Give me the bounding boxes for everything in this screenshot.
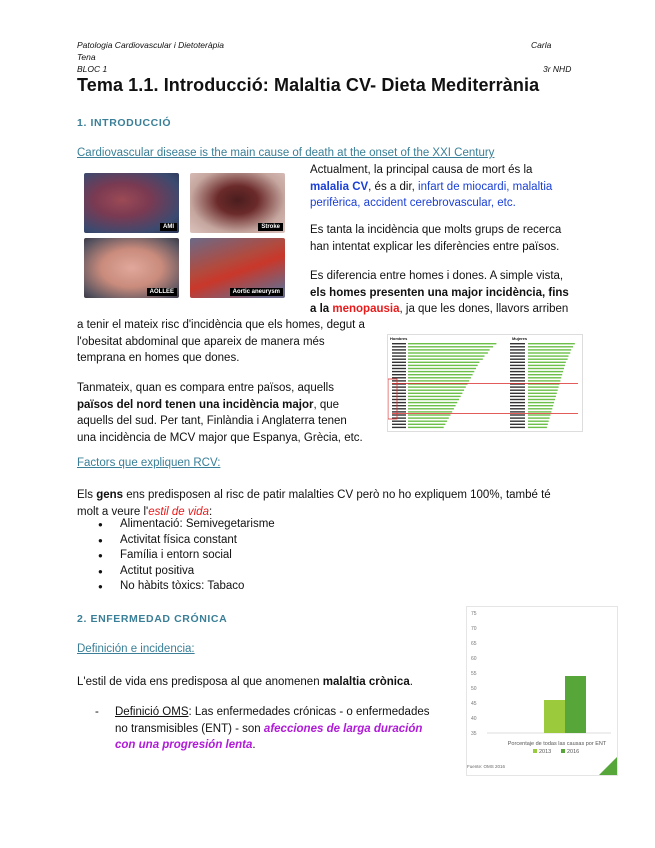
y-tick-label: 75 (471, 611, 477, 617)
country-label-women (510, 408, 525, 409)
country-bar-women (528, 371, 563, 372)
country-bar-women (528, 343, 575, 344)
y-tick-label: 45 (471, 701, 477, 707)
bar-2013 (544, 700, 565, 733)
list-item: ● No hàbits tòxics: Tabaco (81, 579, 481, 595)
country-bar-men (408, 402, 457, 403)
country-label-women (510, 421, 525, 422)
country-bar-women (528, 349, 571, 350)
country-label-women (510, 371, 525, 372)
country-label-women (510, 359, 525, 360)
paragraph-cause-of-death: Actualment, la principal causa de mort és la malalia CV, és a dir, infart de miocardi, malaltia perifèrica, accident cerebrovascular, etc. (310, 164, 553, 209)
country-bar-women (528, 362, 566, 363)
section2-link[interactable]: Definición e incidencia: (77, 643, 195, 655)
country-bar-women (528, 355, 569, 356)
country-bar-women (528, 417, 550, 418)
country-bar-men (408, 368, 476, 369)
section1-link[interactable]: Cardiovascular disease is the main cause of death at the onset of the XXI Century (77, 147, 495, 159)
country-label-women (510, 343, 525, 344)
country-bar-men (408, 355, 485, 356)
country-bar-women (528, 352, 570, 353)
country-label-women (510, 352, 525, 353)
country-bar-women (528, 402, 554, 403)
country-label-men (392, 368, 406, 369)
country-label-men (392, 390, 406, 391)
country-bar-men (408, 377, 471, 378)
country-label-women (510, 380, 525, 381)
country-bar-women (528, 421, 549, 422)
country-label-men (392, 405, 406, 406)
country-label-men (392, 346, 406, 347)
header-author-first: Carla (531, 40, 552, 50)
country-label-women (510, 368, 525, 369)
country-bar-men (408, 390, 464, 391)
photo-aollee-label: AOLLEE (147, 288, 177, 296)
country-bar-men (408, 399, 459, 400)
country-bar-women (528, 396, 556, 397)
legend-label: 2013 (539, 749, 552, 755)
country-bar-men (408, 424, 445, 425)
photo-stroke-label: Stroke (258, 223, 283, 231)
country-label-men (392, 380, 406, 381)
photo-stroke (190, 173, 285, 233)
country-bar-women (528, 390, 558, 391)
country-bar-women (528, 393, 557, 394)
factors-list (81, 517, 481, 595)
country-mortality-chart (387, 334, 583, 432)
country-label-women (510, 355, 525, 356)
country-label-men (392, 343, 406, 344)
country-label-women (510, 386, 525, 387)
country-label-men (392, 349, 406, 350)
list-item: ● Activitat física constant (81, 533, 481, 549)
country-label-women (510, 402, 525, 403)
country-bar-men (408, 371, 474, 372)
country-label-men (392, 352, 406, 353)
country-label-men (392, 365, 406, 366)
country-bar-men (408, 374, 473, 375)
country-bar-men (408, 343, 496, 344)
country-bar-women (528, 424, 548, 425)
country-label-men (392, 362, 406, 363)
country-bar-men (408, 393, 462, 394)
legend-label: 2016 (567, 749, 580, 755)
country-label-men (392, 427, 406, 428)
country-bar-women (528, 405, 553, 406)
country-bar-women (528, 365, 565, 366)
country-label-women (510, 417, 525, 418)
country-label-women (510, 396, 525, 397)
country-label-men (392, 411, 406, 412)
photo-ami-label: AMI (160, 223, 177, 231)
country-label-women (510, 424, 525, 425)
legend-swatch (533, 749, 537, 753)
list-item: ● Família i entorn social (81, 548, 481, 564)
country-label-women (510, 377, 525, 378)
country-bar-men (408, 349, 490, 350)
country-label-men (392, 421, 406, 422)
country-bar-men (408, 359, 483, 360)
country-label-men (392, 355, 406, 356)
country-label-women (510, 427, 525, 428)
country-bar-men (408, 411, 452, 412)
country-bar-women (528, 427, 547, 428)
header-block: BLOC 1 (77, 64, 108, 74)
y-tick-label: 60 (471, 656, 477, 662)
country-label-women (510, 414, 525, 415)
country-bar-men (408, 408, 454, 409)
header-year: 3r NHD (543, 64, 572, 74)
factors-link[interactable]: Factors que expliquen RCV: (77, 457, 221, 469)
country-label-women (510, 365, 525, 366)
country-label-men (392, 424, 406, 425)
country-bar-women (528, 346, 573, 347)
country-bar-women (528, 408, 552, 409)
country-bar-women (528, 368, 564, 369)
header-author-last: Tena (77, 52, 96, 62)
country-label-men (392, 408, 406, 409)
ent-bar-chart (466, 606, 618, 776)
bar-2016 (565, 676, 586, 733)
country-bar-women (528, 359, 568, 360)
country-label-women (510, 393, 525, 394)
chart-footnote: Fuente: OMS 2016 (467, 764, 506, 769)
y-tick-label: 40 (471, 716, 477, 722)
country-bar-men (408, 365, 478, 366)
y-tick-label: 50 (471, 686, 477, 692)
section1-heading: 1. INTRODUCCIÓ (77, 117, 172, 129)
ent-chart-svg (467, 607, 617, 775)
country-label-women (510, 362, 525, 363)
header-course: Patologia Cardiovascular i Dietoteràpia (77, 40, 224, 50)
country-bar-men (408, 405, 456, 406)
x-axis-label: Porcentaje de todas las causas por ENT (507, 741, 607, 747)
country-label-men (392, 371, 406, 372)
country-bar-women (528, 380, 560, 381)
paragraph-sex-diff-bottom: a tenir el mateix risc d'incidència que els homes, degut a l'obesitat abdominal que apareix de manera més temprana en homes que dones. (77, 319, 365, 364)
country-label-women (510, 346, 525, 347)
y-tick-label: 35 (471, 731, 477, 737)
photo-aortic-aneurysm-label: Aortic aneurysm (230, 288, 283, 296)
country-bar-women (528, 411, 551, 412)
paragraph-factors: Els gens ens predisposen al risc de patir malalties CV però no ho expliquem 100%, també té molt a veure l'estil de vida: (77, 489, 551, 518)
chart-women-title: Mujeres (512, 336, 528, 341)
country-chart-graphic (388, 335, 582, 431)
paragraph-chronic: L'estil de vida ens predisposa al que anomenen malaltia crònica. (77, 676, 413, 688)
definition-dash: - (95, 706, 99, 718)
paragraph-sex-diff-top: Es diferencia entre homes i dones. A simple vista, els homes presenten una major incidència, fins a la menopausia, ja que les dones, llavors arriben (310, 270, 569, 315)
country-label-women (510, 390, 525, 391)
photo-aollee (84, 238, 179, 298)
y-tick-label: 70 (471, 626, 477, 632)
country-label-women (510, 411, 525, 412)
country-bar-women (528, 377, 561, 378)
country-label-men (392, 393, 406, 394)
country-bar-women (528, 374, 562, 375)
country-label-men (392, 377, 406, 378)
page-title: Tema 1.1. Introducció: Malaltia CV- Dieta Mediterrània (77, 75, 540, 95)
country-label-men (392, 414, 406, 415)
country-label-men (392, 396, 406, 397)
country-bar-men (408, 427, 444, 428)
photo-ami (84, 173, 179, 233)
country-label-men (392, 374, 406, 375)
country-label-women (510, 374, 525, 375)
country-label-men (392, 417, 406, 418)
country-label-women (510, 405, 525, 406)
list-item: ● Actitut positiva (81, 564, 481, 580)
chart-men-title: Hombres (390, 336, 408, 341)
country-label-men (392, 386, 406, 387)
legend-swatch (561, 749, 565, 753)
corner-decoration (599, 757, 617, 775)
y-tick-label: 55 (471, 671, 477, 677)
country-bar-women (528, 399, 555, 400)
country-bar-women (528, 414, 551, 415)
country-label-men (392, 399, 406, 400)
country-bar-women (528, 386, 559, 387)
country-bar-men (408, 414, 451, 415)
paragraph-definition: Definició OMS: Las enfermedades crónicas - o enfermedades no transmisibles (ENT) - son afecciones de larga duración con una progresión lenta. (115, 706, 430, 751)
paragraph-countries: Tanmateix, quan es compara entre països, aquells països del nord tenen una incidència major, que aquells del sud. Per tant, Finlàndia i Anglaterra tenen una incidència de MCV major que Espanya, Grècia, etc. (77, 382, 363, 444)
country-label-women (510, 349, 525, 350)
country-label-men (392, 402, 406, 403)
country-bar-men (408, 346, 493, 347)
country-bar-men (408, 386, 466, 387)
country-label-men (392, 359, 406, 360)
country-bar-men (408, 421, 447, 422)
y-tick-label: 65 (471, 641, 477, 647)
country-bar-men (408, 362, 479, 363)
list-item: ● Alimentació: Semivegetarisme (81, 517, 481, 533)
country-bar-men (408, 396, 461, 397)
country-label-women (510, 399, 525, 400)
country-bar-men (408, 352, 488, 353)
photo-aortic-aneurysm (190, 238, 285, 298)
country-bar-men (408, 380, 469, 381)
paragraph-incidence: Es tanta la incidència que molts grups de recerca han intentat explicar les diferències entre països. (310, 224, 562, 253)
section2-heading: 2. ENFERMEDAD CRÓNICA (77, 613, 228, 625)
country-bar-men (408, 417, 449, 418)
